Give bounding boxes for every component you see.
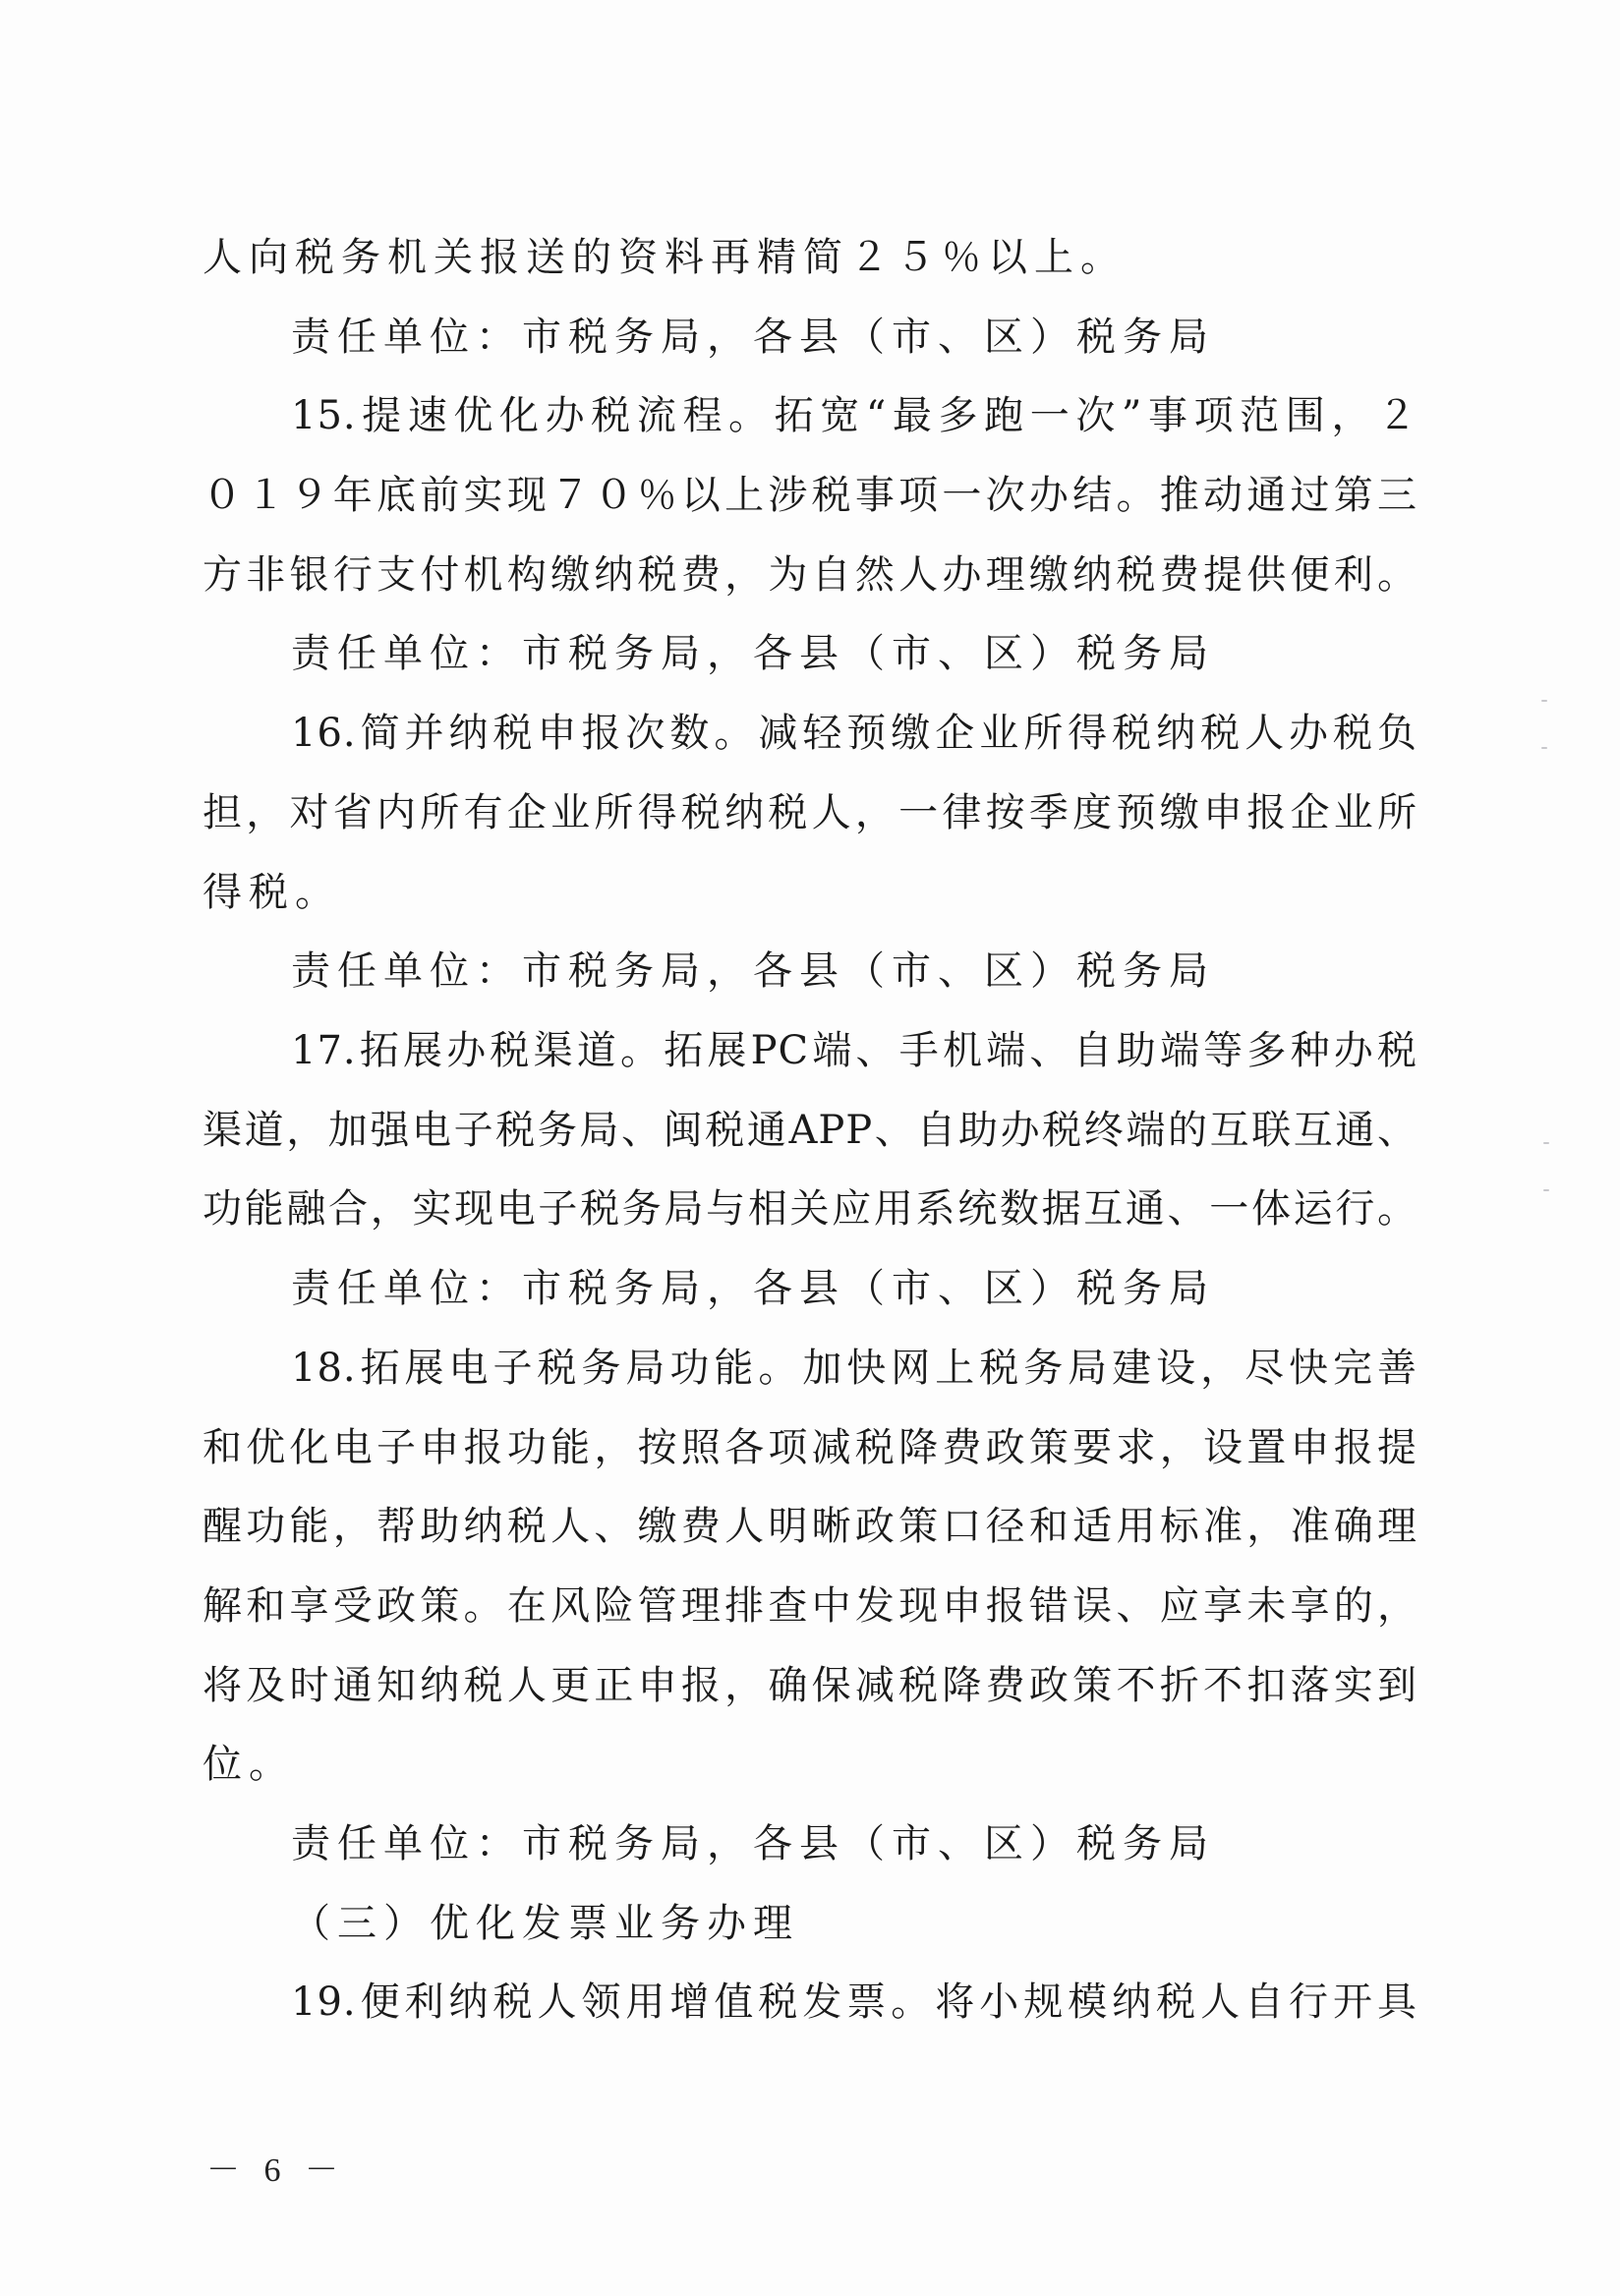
item-15-heading-line: 15.提速优化办税流程。拓宽“最多跑一次”事项范围，２ xyxy=(291,393,1418,438)
body-line: 担，对省内所有企业所得税纳税人，一律按季度预缴申报企业所 xyxy=(202,790,1418,835)
responsible-unit-line: 责任单位：市税务局，各县（市、区）税务局 xyxy=(291,1821,1215,1866)
scan-speck xyxy=(1543,1142,1549,1144)
body-line: 解和享受政策。在风险管理排查中发现申报错误、应享未享的， xyxy=(202,1583,1418,1629)
body-line: 得税。 xyxy=(202,870,341,915)
body-line: 人向税务机关报送的资料再精简２５％以上。 xyxy=(202,235,1127,280)
responsible-unit-line: 责任单位：市税务局，各县（市、区）税务局 xyxy=(291,1266,1215,1311)
scan-speck xyxy=(1541,747,1547,749)
body-line: 和优化电子申报功能，按照各项减税降费政策要求，设置申报提 xyxy=(202,1425,1418,1470)
scan-speck xyxy=(1543,1189,1549,1191)
page-number: － 6 － xyxy=(206,2152,346,2189)
body-line: 醒功能，帮助纳税人、缴费人明晰政策口径和适用标准，准确理 xyxy=(202,1504,1418,1549)
responsible-unit-line: 责任单位：市税务局，各县（市、区）税务局 xyxy=(291,948,1215,994)
responsible-unit-line: 责任单位：市税务局，各县（市、区）税务局 xyxy=(291,315,1215,360)
body-line: ０１９年底前实现７０％以上涉税事项一次办结。推动通过第三 xyxy=(202,473,1418,518)
body-line: 渠道，加强电子税务局、闽税通APP、自助办税终端的互联互通、 xyxy=(202,1108,1418,1153)
responsible-unit-line: 责任单位：市税务局，各县（市、区）税务局 xyxy=(291,631,1215,676)
body-line: 功能融合，实现电子税务局与相关应用系统数据互通、一体运行。 xyxy=(202,1186,1418,1232)
section-heading: （三）优化发票业务办理 xyxy=(291,1901,799,1946)
body-line: 方非银行支付机构缴纳税费，为自然人办理缴纳税费提供便利。 xyxy=(202,552,1418,598)
scan-speck xyxy=(1541,700,1547,702)
item-16-heading-line: 16.简并纳税申报次数。减轻预缴企业所得税纳税人办税负 xyxy=(291,711,1418,756)
item-17-heading-line: 17.拓展办税渠道。拓展PC端、手机端、自助端等多种办税 xyxy=(291,1028,1418,1073)
item-19-heading-line: 19.便利纳税人领用增值税发票。将小规模纳税人自行开具 xyxy=(291,1980,1418,2025)
item-18-heading-line: 18.拓展电子税务局功能。加快网上税务局建设，尽快完善 xyxy=(291,1346,1418,1391)
body-line: 位。 xyxy=(202,1742,295,1787)
body-line: 将及时通知纳税人更正申报，确保减税降费政策不折不扣落实到 xyxy=(202,1663,1418,1708)
